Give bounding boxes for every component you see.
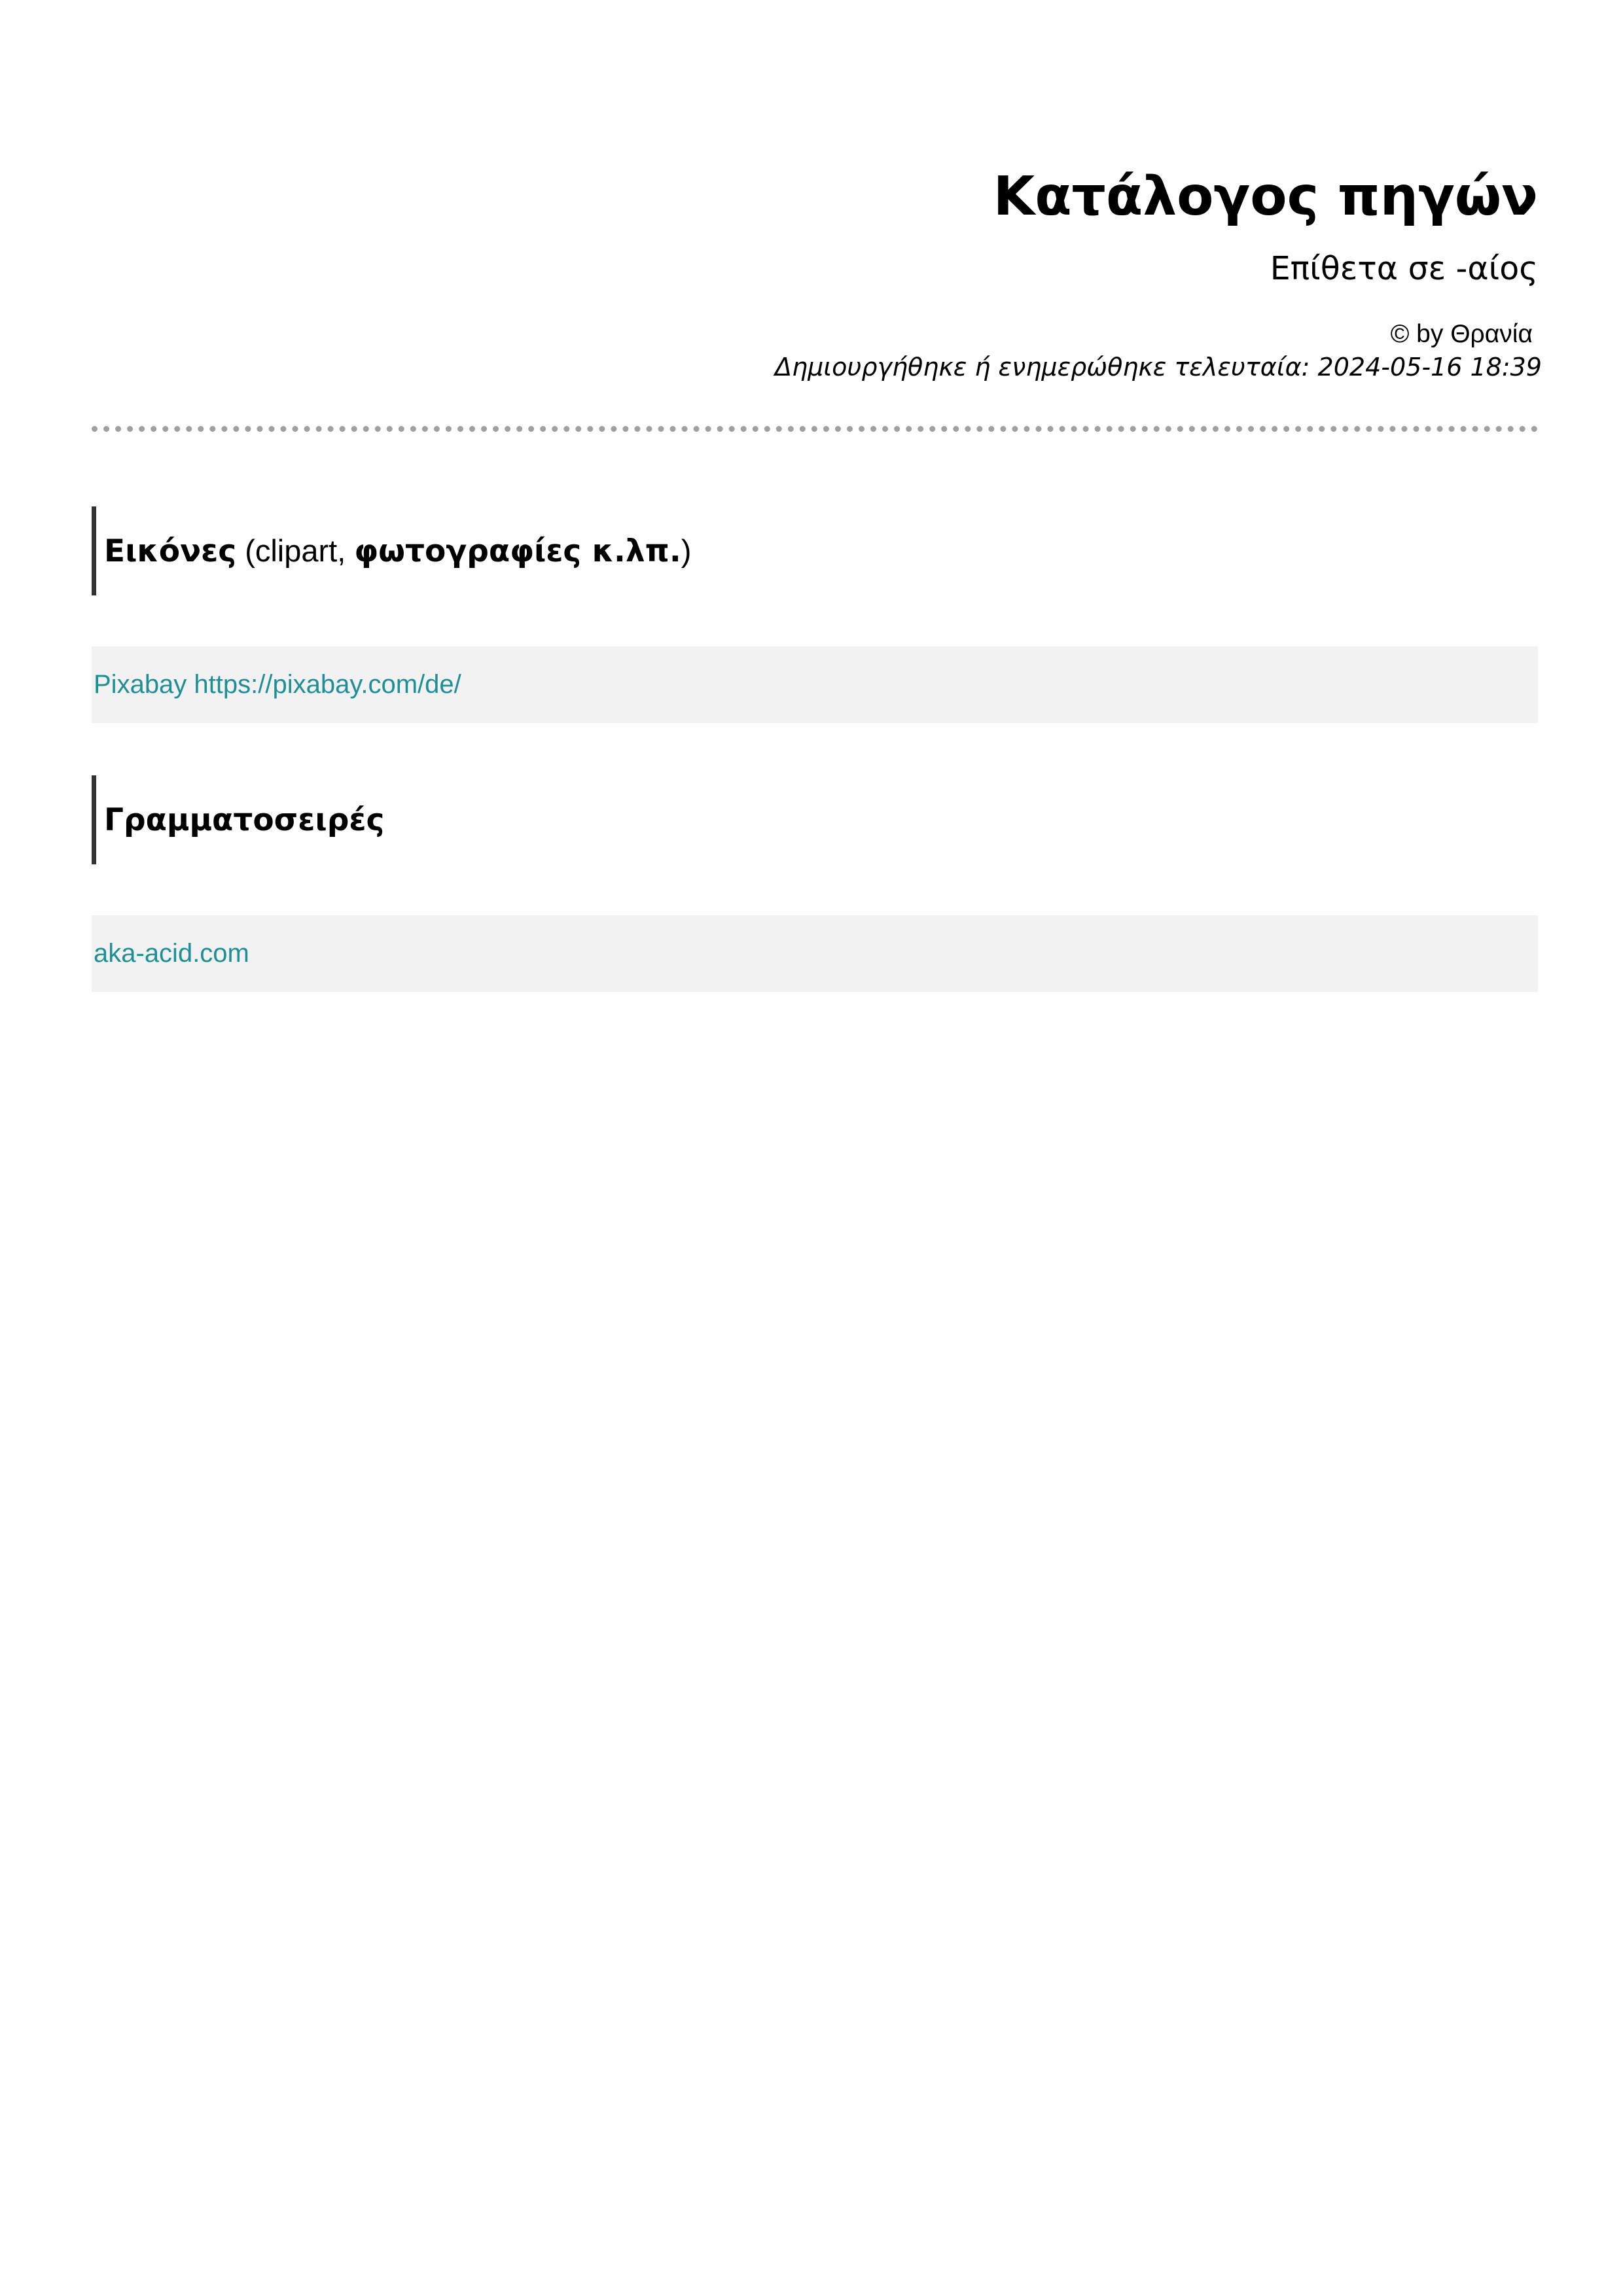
section-heading-images	[92, 506, 1538, 595]
aka-acid-link[interactable]: aka-acid.com	[94, 939, 249, 968]
last-updated-line: Δημιουργήθηκε ή ενημερώθηκε τελευταία: 2024-05-16 18:39	[775, 353, 1542, 381]
source-box-fonts	[92, 915, 1538, 992]
section-heading-fonts	[92, 775, 1538, 864]
section-heading-fonts-label: Γραμματοσειρές	[104, 802, 385, 838]
document-page	[92, 0, 1542, 992]
section-heading-images-plain-1: (clipart,	[236, 533, 355, 568]
document-header	[92, 0, 1542, 383]
author-line: © by Θρανία	[1390, 320, 1533, 348]
dotted-divider	[92, 426, 1538, 432]
document-title: Κατάλογος πηγών	[993, 166, 1538, 228]
section-heading-images-bold-2: φωτογραφίες κ.λπ.	[354, 533, 681, 569]
source-box-images	[92, 646, 1538, 723]
document-subtitle: Επίθετα σε -αίος	[1270, 250, 1538, 287]
section-heading-images-plain-2: )	[681, 533, 692, 568]
section-heading-images-bold-1: Εικόνες	[104, 533, 237, 569]
pixabay-link[interactable]: Pixabay https://pixabay.com/de/	[94, 670, 461, 699]
